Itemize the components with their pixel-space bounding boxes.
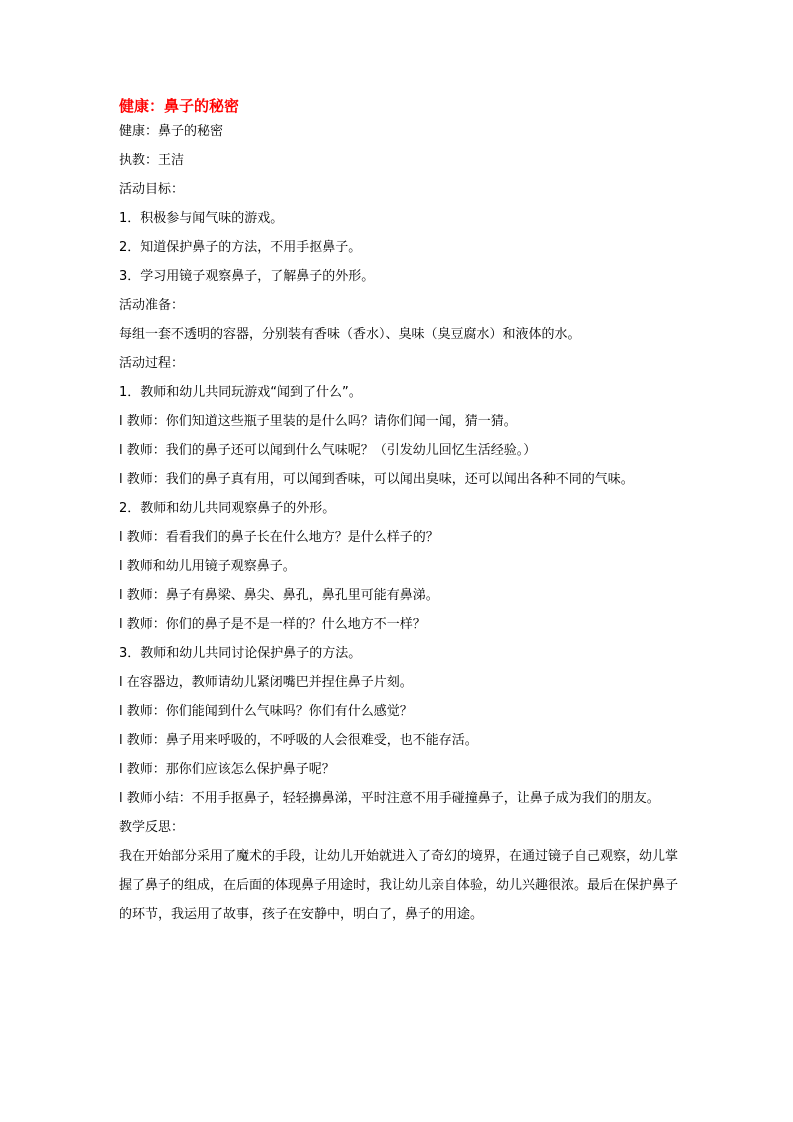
paragraph: l 教师：看看我们的鼻子长在什么地方？是什么样子的？ xyxy=(119,530,439,545)
paragraph: 执教：王洁 xyxy=(119,153,185,168)
paragraph: l 教师和幼儿用镜子观察鼻子。 xyxy=(119,559,296,574)
paragraph: 活动过程： xyxy=(119,356,185,371)
paragraph: l 教师：你们的鼻子是不是一样的？什么地方不一样？ xyxy=(119,617,426,632)
paragraph: 3．学习用镜子观察鼻子，了解鼻子的外形。 xyxy=(119,269,375,284)
paragraph: l 教师：我们的鼻子还可以闻到什么气味呢？（引发幼儿回忆生活经验。） xyxy=(119,443,537,458)
paragraph: 1．积极参与闻气味的游戏。 xyxy=(119,211,284,226)
paragraph: l 教师：你们知道这些瓶子里装的是什么吗？请你们闻一闻，猜一猜。 xyxy=(119,414,517,429)
paragraph: l 教师：我们的鼻子真有用，可以闻到香味，可以闻出臭味，还可以闻出各种不同的气味。 xyxy=(119,472,634,487)
paragraph: 教学反思： xyxy=(119,820,185,835)
paragraph-list xyxy=(119,117,679,929)
document-title: 健康：鼻子的秘密 xyxy=(119,97,240,115)
paragraph: 我在开始部分采用了魔术的手段，让幼儿开始就进入了奇幻的境界，在通过镜子自己观察，幼儿掌握了鼻子的组成，在后面的体现鼻子用途时，我让幼儿亲自体验，幼儿兴趣很浓。最后在保护鼻子的环节，我运用了故事，孩子在安静中，明白了，鼻子的用途。 xyxy=(119,849,679,922)
paragraph: l 在容器边，教师请幼儿紧闭嘴巴并捏住鼻子片刻。 xyxy=(119,675,413,690)
paragraph: 2．知道保护鼻子的方法，不用手抠鼻子。 xyxy=(119,240,362,255)
paragraph: 健康：鼻子的秘密 xyxy=(119,124,224,139)
paragraph: l 教师：鼻子有鼻梁、鼻尖、鼻孔，鼻孔里可能有鼻涕。 xyxy=(119,588,439,603)
paragraph: 活动准备： xyxy=(119,298,185,313)
paragraph: 1．教师和幼儿共同玩游戏“闻到了什么”。 xyxy=(119,385,362,400)
paragraph: 活动目标： xyxy=(119,182,185,197)
paragraph: 3．教师和幼儿共同讨论保护鼻子的方法。 xyxy=(119,646,362,661)
paragraph: l 教师小结：不用手抠鼻子，轻轻擤鼻涕，平时注意不用手碰撞鼻子，让鼻子成为我们的朋友。 xyxy=(119,791,660,806)
paragraph: l 教师：你们能闻到什么气味吗？你们有什么感觉？ xyxy=(119,704,413,719)
document-body xyxy=(119,96,679,929)
paragraph: l 教师：那你们应该怎么保护鼻子呢？ xyxy=(119,762,335,777)
paragraph: 2．教师和幼儿共同观察鼻子的外形。 xyxy=(119,501,336,516)
paragraph: 每组一套不透明的容器，分别装有香味（香水）、臭味（臭豆腐水）和液体的水。 xyxy=(119,327,581,342)
paragraph: l 教师：鼻子用来呼吸的，不呼吸的人会很难受，也不能存活。 xyxy=(119,733,478,748)
